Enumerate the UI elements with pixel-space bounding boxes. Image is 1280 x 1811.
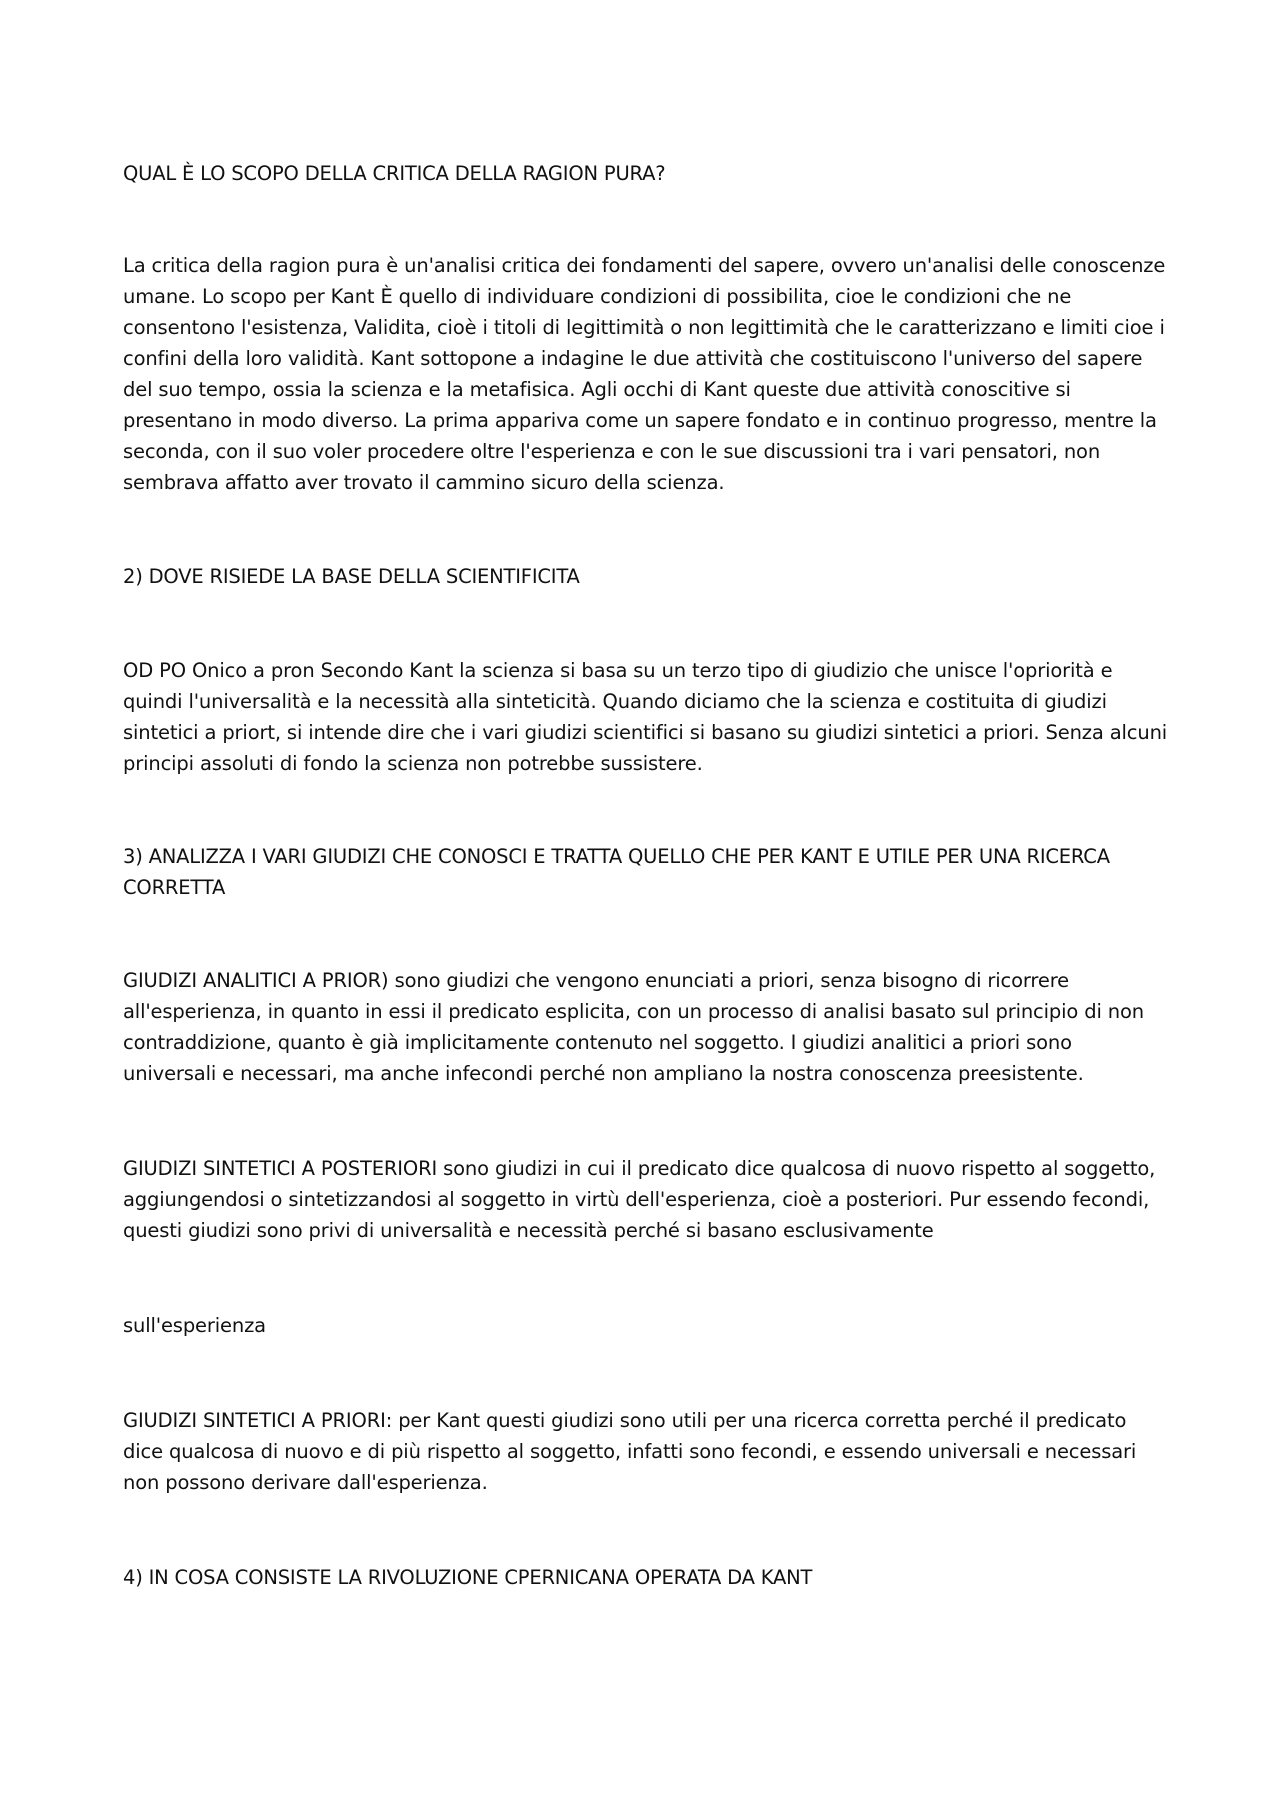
section-1-heading: QUAL È LO SCOPO DELLA CRITICA DELLA RAGION PURA? xyxy=(123,162,666,185)
section-4-heading: 4) IN COSA CONSISTE LA RIVOLUZIONE CPERNICANA OPERATA DA KANT xyxy=(123,1566,813,1589)
section-2-paragraph-1: OD PO Onico a pron Secondo Kant la scienza si basa su un terzo tipo di giudizio che unisce l'opriorità e quindi l'universalità e la necessità alla sinteticità. Quando diciamo che la scienza e costituita di giudizi sintetici a priort, si intende dire che i vari giudizi scientifici si basano su giudizi sintetici a priori. Senza alcuni principi assoluti di fondo la scienza non potrebbe sussistere. xyxy=(123,659,1168,775)
section-3-paragraph-sintetici-priori: GIUDIZI SINTETICI A PRIORI: per Kant questi giudizi sono utili per una ricerca corretta perché il predicato dice qualcosa di nuovo e di più rispetto al soggetto, infatti sono fecondi, e essendo universali e necessari non possono derivare dall'esperienza. xyxy=(123,1409,1137,1494)
section-3-paragraph-continuation: sull'esperienza xyxy=(123,1314,266,1337)
document-body xyxy=(123,158,1171,1593)
section-1-paragraph-1: La critica della ragion pura è un'analisi critica dei fondamenti del sapere, ovvero un'analisi delle conoscenze umane. Lo scopo per Kant È quello di individuare condizioni di possibilita, cioe le condizioni che ne consentono l'esistenza, Validita, cioè i titoli di legittimità o non legittimità che le caratterizzano e limiti cioe i confini della loro validità. Kant sottopone a indagine le due attività che costituiscono l'universo del sapere del suo tempo, ossia la scienza e la metafisica. Agli occhi di Kant queste due attività conoscitive si presentano in modo diverso. La prima appariva come un sapere fondato e in continuo progresso, mentre la seconda, con il suo voler procedere oltre l'esperienza e con le sue discussioni tra i vari pensatori, non sembrava affatto aver trovato il cammino sicuro della scienza. xyxy=(123,254,1166,494)
section-3-paragraph-analitici: GIUDIZI ANALITICI A PRIOR) sono giudizi che vengono enunciati a priori, senza bisogno di ricorrere all'esperienza, in quanto in essi il predicato esplicita, con un processo di analisi basato sul principio di non contraddizione, quanto è già implicitamente contenuto nel soggetto. I giudizi analitici a priori sono universali e necessari, ma anche infecondi perché non ampliano la nostra conoscenza preesistente. xyxy=(123,969,1144,1085)
section-2-heading: 2) DOVE RISIEDE LA BASE DELLA SCIENTIFICITA xyxy=(123,565,580,588)
section-3-paragraph-sintetici-posteriori: GIUDIZI SINTETICI A POSTERIORI sono giudizi in cui il predicato dice qualcosa di nuovo rispetto al soggetto, aggiungendosi o sintetizzandosi al soggetto in virtù dell'esperienza, cioè a posteriori. Pur essendo fecondi, questi giudizi sono privi di universalità e necessità perché si basano esclusivamente xyxy=(123,1157,1156,1242)
section-3-heading: 3) ANALIZZA I VARI GIUDIZI CHE CONOSCI E TRATTA QUELLO CHE PER KANT E UTILE PER UNA RICERCA CORRETTA xyxy=(123,845,1110,899)
